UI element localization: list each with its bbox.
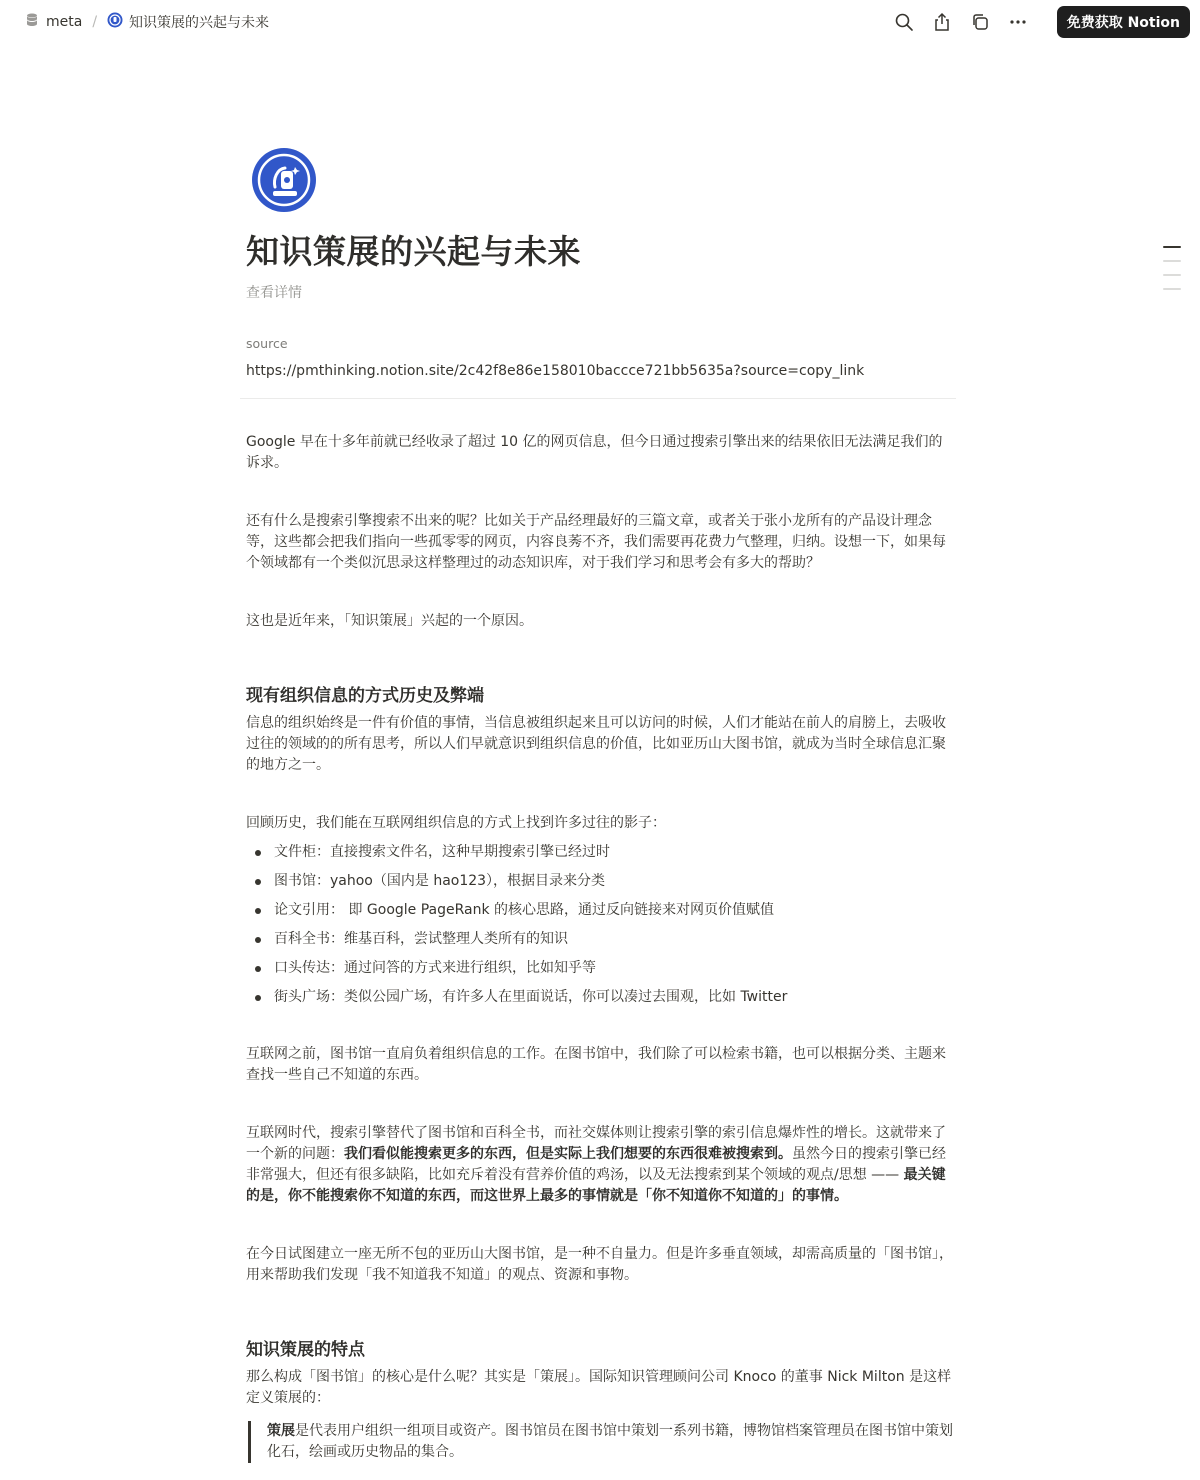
- list-item-text: 街头广场：类似公园广场，有许多人在里面说话，你可以凑过去围观，比如 Twitter: [274, 989, 788, 1005]
- divider: [240, 398, 956, 399]
- breadcrumb-page[interactable]: [101, 9, 275, 35]
- page-small-icon: [107, 12, 123, 32]
- toc-mark[interactable]: [1163, 288, 1181, 290]
- database-icon: [24, 12, 40, 32]
- page-title: 知识策展的兴起与未来: [246, 232, 581, 271]
- table-of-contents-marks[interactable]: [1163, 246, 1181, 302]
- list-item-text: 图书馆：yahoo（国内是 hao123），根据目录来分类: [274, 873, 606, 889]
- get-notion-free-button[interactable]: 免费获取 Notion: [1057, 6, 1190, 38]
- toc-mark[interactable]: [1163, 246, 1181, 248]
- page-content: [246, 148, 954, 1463]
- paragraph: 这也是近年来，「知识策展」兴起的一个原因。: [246, 613, 533, 629]
- bullet-list: [246, 842, 954, 1008]
- bullet-dot: [255, 908, 261, 914]
- paragraph: 还有什么是搜索引擎搜索不出来的呢？比如关于产品经理最好的三篇文章，或者关于张小龙所有的产品设计理念等，这些都会把我们指向一些孤零零的网页，内容良莠不齐，我们需要再花费力气整理，归纳。设想一下，如果每个领域都有一个类似沉思录这样整理过的动态知识库，对于我们学习和思考会有多大的帮助？: [246, 513, 946, 571]
- bullet-dot: [255, 850, 261, 856]
- paragraph: 信息的组织始终是一件有价值的事情，当信息被组织起来且可以访问的时候，人们才能站在前人的肩膀上，去吸收过往的领域的的所有思考，所以人们早就意识到组织信息的价值，比如亚历山大图书馆，就成为当时全球信息汇聚的地方之一。: [246, 715, 946, 773]
- bold-text: 最关键的是，你不能搜索你不知道的东西，而这世界上最多的事情就是「你不知道你不知道的」的事情。: [246, 1167, 946, 1204]
- bullet-dot: [255, 879, 261, 885]
- bold-text: 策展: [267, 1423, 295, 1439]
- search-icon[interactable]: [889, 7, 919, 37]
- bullet-dot: [255, 937, 261, 943]
- top-bar: [0, 0, 1200, 44]
- list-item: [246, 929, 954, 950]
- breadcrumb-page-label: 知识策展的兴起与未来: [129, 15, 270, 31]
- breadcrumb-separator: /: [92, 14, 98, 30]
- view-details-link[interactable]: 查看详情: [246, 285, 302, 301]
- list-item: [246, 958, 954, 979]
- property-value-source-link[interactable]: https://pmthinking.notion.site/2c42f8e86e158010baccce721bb5635a?source=copy_link: [246, 363, 865, 379]
- toc-mark[interactable]: [1163, 260, 1181, 262]
- duplicate-icon[interactable]: [965, 7, 995, 37]
- more-icon[interactable]: [1003, 7, 1033, 37]
- list-item-text: 口头传达：通过问答的方式来进行组织，比如知乎等: [274, 960, 596, 976]
- text-run: 是代表用户组织一组项目或资产。图书馆员在图书馆中策划一系列书籍，博物馆档案管理员在图书馆中策划化石，绘画或历史物品的集合。: [267, 1423, 953, 1460]
- share-icon[interactable]: [927, 7, 957, 37]
- section-heading: 知识策展的特点: [246, 1340, 365, 1360]
- paragraph: 在今日试图建立一座无所不包的亚历山大图书馆，是一种不自量力。但是许多垂直领域，却需高质量的「图书馆」，用来帮助我们发现「我不知道我不知道」的观点、资源和事物。: [246, 1246, 953, 1283]
- paragraph: Google 早在十多年前就已经收录了超过 10 亿的网页信息，但今日通过搜索引擎出来的结果依旧无法满足我们的诉求。: [246, 434, 943, 471]
- bold-text: 我们看似能搜索更多的东西，但是实际上我们想要的东西很难被搜索到。: [344, 1146, 792, 1162]
- list-item: [246, 871, 954, 892]
- property-label-source: source: [246, 336, 288, 351]
- list-item: [246, 900, 954, 921]
- breadcrumb-workspace[interactable]: [18, 9, 88, 35]
- list-item-text: 百科全书：维基百科，尝试整理人类所有的知识: [274, 931, 568, 947]
- text-run: 虽然今日的搜索引擎已经非常强大，但还有很多缺陷，比如充斥着没有营养价值的鸡汤，以及无法搜索到某个领域的观点/思想 ——: [246, 1146, 946, 1183]
- list-item: [246, 842, 954, 863]
- list-item-text: 文件柜：直接搜索文件名，这种早期搜索引擎已经过时: [274, 844, 610, 860]
- list-item-text: 论文引用： 即 Google PageRank 的核心思路，通过反向链接来对网页价值赋值: [274, 902, 775, 918]
- breadcrumb: [18, 9, 275, 35]
- text-run: 互联网时代，搜索引擎替代了图书馆和百科全书，而社交媒体则让搜索引擎的索引信息爆炸性的增长。这就带来了一个新的问题：: [246, 1125, 946, 1162]
- paragraph: 那么构成「图书馆」的核心是什么呢？其实是「策展」。国际知识管理顾问公司 Knoco 的董事 Nick Milton 是这样定义策展的：: [246, 1369, 952, 1406]
- list-item: [246, 987, 954, 1008]
- bullet-dot: [255, 995, 261, 1001]
- section-heading: 现有组织信息的方式历史及弊端: [246, 686, 484, 706]
- paragraph-rich: [246, 1123, 954, 1207]
- page-icon: [252, 148, 316, 212]
- breadcrumb-workspace-label: meta: [46, 14, 83, 30]
- toc-mark[interactable]: [1163, 274, 1181, 276]
- blockquote: [248, 1421, 954, 1463]
- bullet-dot: [255, 966, 261, 972]
- paragraph: 互联网之前，图书馆一直肩负着组织信息的工作。在图书馆中，我们除了可以检索书籍，也可以根据分类、主题来查找一些自己不知道的东西。: [246, 1046, 946, 1083]
- paragraph: 回顾历史，我们能在互联网组织信息的方式上找到许多过往的影子：: [246, 815, 666, 831]
